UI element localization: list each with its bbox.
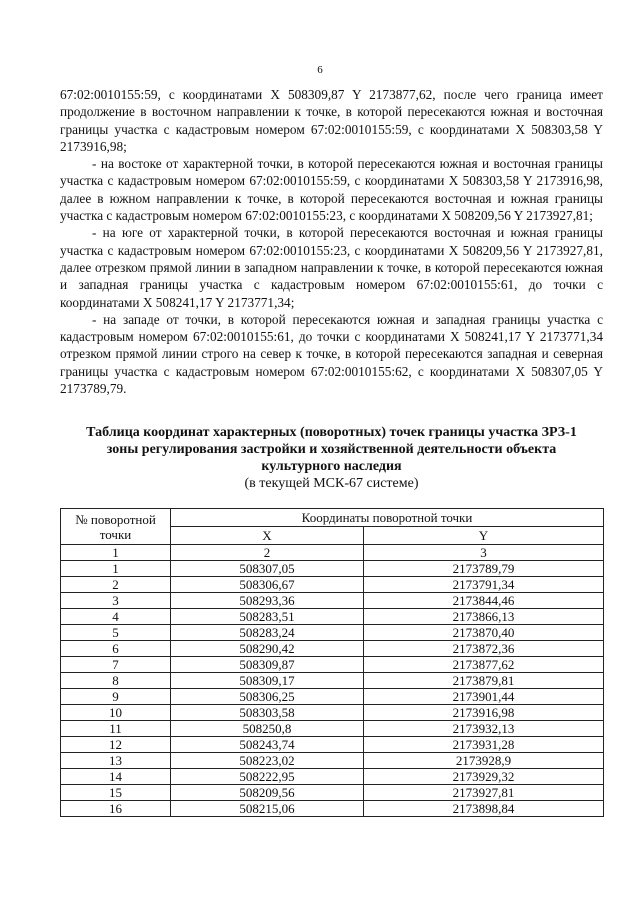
table-row (61, 577, 604, 593)
table-title-line: зоны регулирования застройки и хозяйственной деятельности объекта (106, 442, 557, 457)
y-coordinate-cell: 2173879,81 (364, 673, 604, 689)
index-cell: 2 (171, 545, 364, 561)
point-number-cell: 3 (61, 593, 171, 609)
page-number: 6 (317, 64, 323, 76)
y-coordinate-cell: 2173916,98 (364, 705, 604, 721)
body-text (60, 86, 603, 397)
point-number-cell: 6 (61, 641, 171, 657)
y-coordinate-cell: 2173872,36 (364, 641, 604, 657)
point-number-cell: 14 (61, 769, 171, 785)
point-number-cell: 1 (61, 561, 171, 577)
x-coordinate-cell: 508290,42 (171, 641, 364, 657)
table-row (61, 785, 604, 801)
y-coordinate-cell: 2173927,81 (364, 785, 604, 801)
paragraph: - на юге от характерной точки, в которой пересекаются восточная и южная границы участка с кадастровым номером 67:02:0010155:23, с координатами X 508209,56 Y 2173927,81, далее отрезком прямой линии в западном направлении к точке, в которой пересекаются южная и западная границы участка с кадастровым номером 67:02:0010155:61, до точки с координатами X 508241,17 Y 2173771,34; (60, 225, 603, 310)
point-number-cell: 4 (61, 609, 171, 625)
x-coordinate-cell: 508306,25 (171, 689, 364, 705)
table-row (61, 625, 604, 641)
table-row (61, 801, 604, 817)
table-row (61, 657, 604, 673)
x-coordinate-cell: 508309,17 (171, 673, 364, 689)
table-row (61, 737, 604, 753)
point-number-cell: 13 (61, 753, 171, 769)
table-row (61, 609, 604, 625)
paragraph: 67:02:0010155:59, с координатами X 508309,87 Y 2173877,62, после чего граница имеет продолжение в восточном направлении к точке, в которой пересекаются южная и восточная границы участка с кадастровым номером 67:02:0010155:59, с координатами X 508303,58 Y 2173916,98; (60, 87, 603, 154)
y-header: Y (364, 527, 604, 545)
y-coordinate-cell: 2173789,79 (364, 561, 604, 577)
table-row (61, 721, 604, 737)
x-coordinate-cell: 508223,02 (171, 753, 364, 769)
x-coordinate-cell: 508303,58 (171, 705, 364, 721)
point-number-cell: 5 (61, 625, 171, 641)
table-row (61, 561, 604, 577)
y-coordinate-cell: 2173932,13 (364, 721, 604, 737)
x-coordinate-cell: 508222,95 (171, 769, 364, 785)
table-row (61, 593, 604, 609)
y-coordinate-cell: 2173866,13 (364, 609, 604, 625)
x-coordinate-cell: 508306,67 (171, 577, 364, 593)
point-number-cell: 15 (61, 785, 171, 801)
x-coordinate-cell: 508293,36 (171, 593, 364, 609)
x-coordinate-cell: 508283,24 (171, 625, 364, 641)
table-row (61, 753, 604, 769)
table-row (61, 769, 604, 785)
y-coordinate-cell: 2173898,84 (364, 801, 604, 817)
x-coordinate-cell: 508243,74 (171, 737, 364, 753)
table-subtitle: (в текущей МСК-67 системе) (244, 476, 419, 491)
x-coordinate-cell: 508209,56 (171, 785, 364, 801)
x-coordinate-cell: 508215,06 (171, 801, 364, 817)
table-row (61, 705, 604, 721)
table-caption (60, 424, 603, 492)
x-coordinate-cell: 508307,05 (171, 561, 364, 577)
table-title-line: Таблица координат характерных (поворотных) точек границы участка ЗРЗ-1 (86, 425, 577, 440)
y-coordinate-cell: 2173877,62 (364, 657, 604, 673)
x-coordinate-cell: 508283,51 (171, 609, 364, 625)
paragraph: - на западе от точки, в которой пересекаются южная и западная границы участка с кадастровым номером 67:02:0010155:61, до точки с координатами X 508241,17 Y 2173771,34 отрезком прямой линии строго на север к точке, в которой пересекаются западная и северная границы участка с кадастровым номером 67:02:0010155:62, с координатами X 508307,05 Y 2173789,79. (60, 311, 603, 397)
point-number-cell: 10 (61, 705, 171, 721)
table-row (61, 673, 604, 689)
coordinates-header: Координаты поворотной точки (171, 509, 604, 527)
point-number-cell: 12 (61, 737, 171, 753)
table-title-line: культурного наследия (261, 459, 402, 474)
x-header: X (171, 527, 364, 545)
y-coordinate-cell: 2173931,28 (364, 737, 604, 753)
point-number-cell: 11 (61, 721, 171, 737)
x-coordinate-cell: 508309,87 (171, 657, 364, 673)
index-cell: 1 (61, 545, 171, 561)
paragraph: - на востоке от характерной точки, в которой пересекаются южная и восточная границы участка с кадастровым номером 67:02:0010155:59, с координатами X 508303,58 Y 2173916,98, далее в южном направлении к точке, в которой пересекаются восточная и южная границы участка с кадастровым номером 67:02:0010155:23, с координатами X 508209,56 Y 2173927,81; (60, 156, 603, 224)
point-number-cell: 9 (61, 689, 171, 705)
index-cell: 3 (364, 545, 604, 561)
point-number-cell: 16 (61, 801, 171, 817)
y-coordinate-cell: 2173791,34 (364, 577, 604, 593)
y-coordinate-cell: 2173844,46 (364, 593, 604, 609)
x-coordinate-cell: 508250,8 (171, 721, 364, 737)
point-number-cell: 7 (61, 657, 171, 673)
y-coordinate-cell: 2173901,44 (364, 689, 604, 705)
y-coordinate-cell: 2173929,32 (364, 769, 604, 785)
coordinates-table (60, 508, 604, 817)
y-coordinate-cell: 2173870,40 (364, 625, 604, 641)
point-number-header: № поворотной точки (61, 509, 171, 545)
table-row (61, 641, 604, 657)
y-coordinate-cell: 2173928,9 (364, 753, 604, 769)
table-row (61, 689, 604, 705)
point-number-cell: 8 (61, 673, 171, 689)
point-number-cell: 2 (61, 577, 171, 593)
